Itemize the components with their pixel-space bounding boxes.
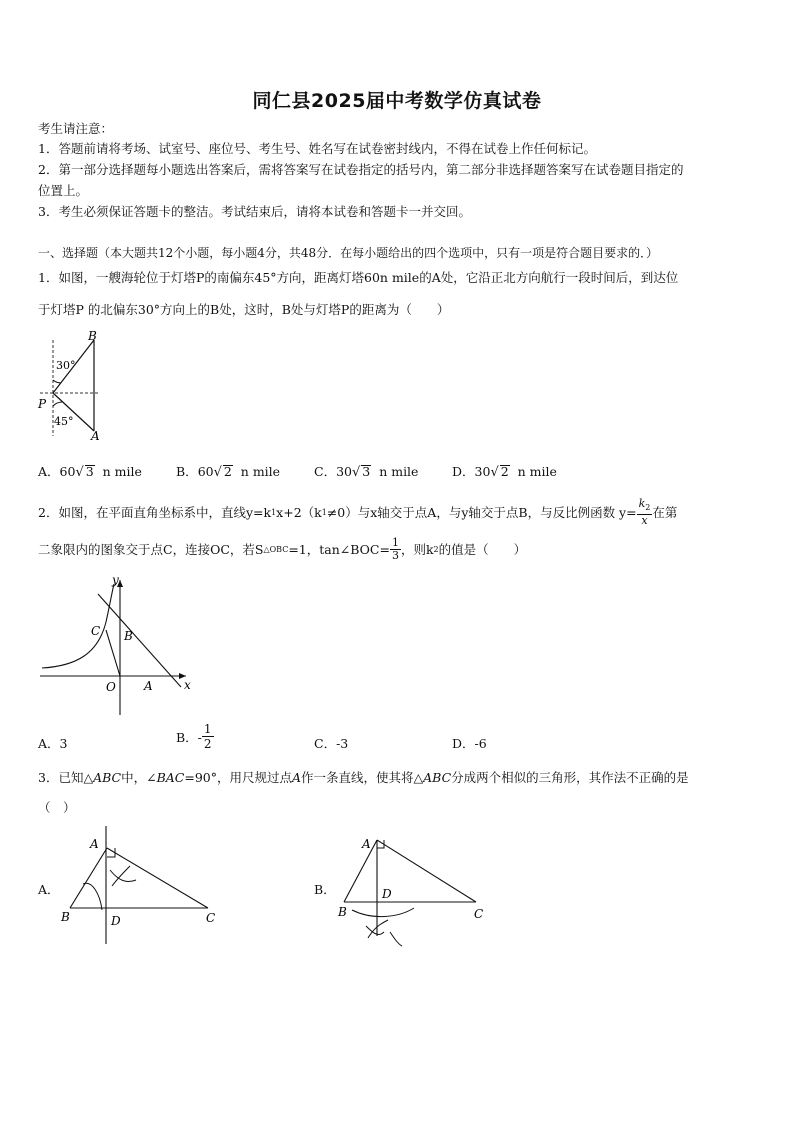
q2-option-d[interactable]: D．-6: [452, 736, 487, 751]
q2-option-a[interactable]: A．3: [38, 736, 68, 751]
q1-figure: [36, 328, 116, 443]
q2-label-y: y: [112, 573, 119, 587]
q1-label-a: A: [91, 429, 100, 443]
q3b-label-a: A: [362, 837, 371, 851]
q3-option-b[interactable]: B．: [314, 882, 336, 897]
notice-item-3: 3．考生必须保证答题卡的整洁。考试结束后，请将本试卷和答题卡一并交回。: [38, 204, 471, 219]
notice-item-1: 1．答题前请将考场、试室号、座位号、考生号、姓名写在试卷密封线内，不得在试卷上作任何标记。: [38, 141, 596, 156]
q2-option-b[interactable]: B．- $\frac{1}{2}$: [176, 722, 212, 751]
notice-item-2: 2．第一部分选择题每小题选出答案后，需将答案写在试卷指定的括号内，第二部分非选择题答案写在试卷题目指定的: [38, 162, 684, 177]
q2-label-b: B: [124, 629, 133, 643]
q2-figure: [36, 572, 196, 720]
q2-fraction-k2-x: $\frac{k_2}{x}$: [638, 497, 651, 528]
q3-figure-b: [332, 828, 494, 952]
q2-text-line1: 2．如图，在平面直角坐标系中，直线y=k 1 x+2（k 1 ≠0）与x轴交于点A，与y轴交于点B，与反比例函数 y= $\frac{k_2}{x}$ 在第: [38, 497, 678, 528]
q1-text-line1: 1．如图，一艘海轮位于灯塔P的南偏东45°方向，距离灯塔60n mile的A处，它沿正北方向航行一段时间后，到达位: [38, 270, 679, 285]
q3a-label-b: B: [61, 910, 70, 924]
q3-option-a[interactable]: A．: [38, 882, 60, 897]
q1-option-d[interactable]: D．30√ 2 n mile: [452, 464, 557, 480]
q1-label-45: 45°: [54, 415, 74, 428]
q1-option-a[interactable]: A．60√ 3 n mile: [38, 464, 142, 480]
q3a-label-c: C: [206, 911, 216, 925]
q1-option-c[interactable]: C．30√ 3 n mile: [314, 464, 419, 480]
q2-label-a: A: [144, 679, 153, 693]
section-heading: 一、选择题（本大题共12个小题，每小题4分，共48分．在每小题给出的四个选项中，只有一项是符合题目要求的．）: [38, 246, 659, 260]
q3-text-line1: 3．已知△ABC中，∠BAC=90°，用尺规过点A作一条直线，使其将△ABC分成两个相似的三角形，其作法不正确的是: [38, 770, 689, 785]
q2-label-x: x: [184, 678, 191, 692]
q2-text-line2: 二象限内的图象交于点C，连接OC，若S △OBC =1，tan∠BOC= $\frac{1}{3}$ ，则k 2 的值是（ ）: [38, 536, 527, 562]
q3b-label-d: D: [382, 887, 392, 901]
q3a-label-d: D: [111, 914, 121, 928]
q1-label-p: P: [38, 397, 47, 411]
q2-label-c: C: [91, 624, 101, 638]
q1-option-b[interactable]: B．60√ 2 n mile: [176, 464, 281, 480]
page-title: 同仁县2025届中考数学仿真试卷: [252, 90, 542, 112]
q2-label-o: O: [106, 680, 116, 694]
notice-item-2-cont: 位置上。: [38, 183, 89, 198]
q2-fraction-tan: $\frac{1}{3}$: [391, 536, 399, 562]
q2-option-c[interactable]: C．-3: [314, 736, 349, 751]
q3a-label-a: A: [90, 837, 99, 851]
q1-text-line2: 于灯塔P 的北偏东30°方向上的B处，这时，B处与灯塔P的距离为（ ）: [38, 302, 450, 317]
notice-heading: 考生请注意：: [38, 121, 114, 136]
q3b-label-b: B: [338, 905, 347, 919]
q1-label-b: B: [88, 329, 97, 343]
q3-text-line2: （ ）: [38, 800, 76, 815]
q3-figure-a: [58, 824, 228, 948]
q1-label-30: 30°: [56, 359, 76, 372]
q3b-label-c: C: [474, 907, 484, 921]
